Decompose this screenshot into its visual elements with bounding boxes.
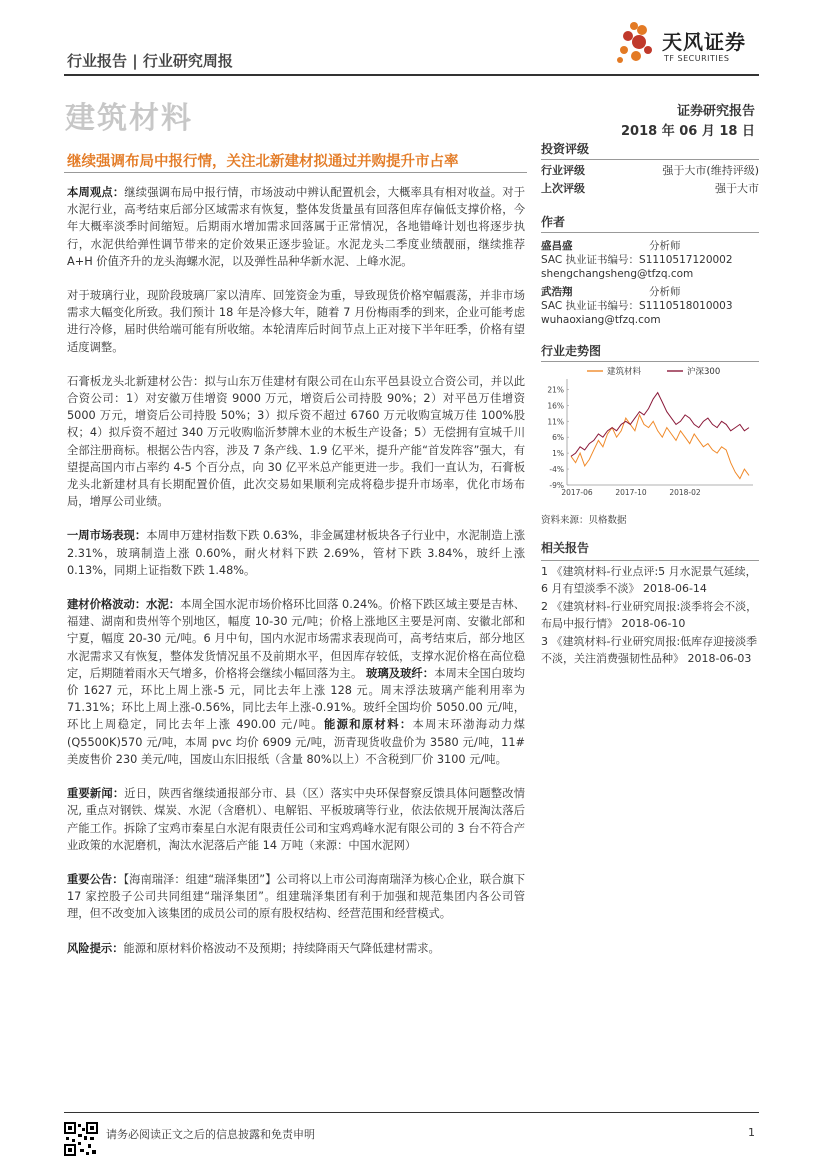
chart-source: 资料来源：贝格数据	[541, 515, 627, 526]
logo-text-en: TF SECURITIES	[664, 54, 730, 63]
logo-mark-icon	[612, 20, 660, 68]
prev-rating-value: 强于大市	[715, 182, 759, 195]
paragraph-text: 本周申万建材指数下跌 0.63%，非金属建材板块各子行业中，水泥制造上涨 2.31%，玻璃制造上涨 0.60%，耐火材料下跌 2.69%，管材下跌 3.84%，玻纤上涨 0.13%，同期上证指数下跌 1.48%。	[67, 529, 525, 577]
trend-chart-svg	[541, 363, 759, 499]
trend-chart	[541, 363, 759, 499]
related-header: 相关报告	[541, 540, 759, 561]
headline: 继续强调布局中报行情，关注北新建材拟通过并购提升市占率	[67, 154, 459, 170]
paragraph-subtitle: 玻璃及玻纤：	[366, 666, 435, 680]
paragraph-weekly-view	[67, 184, 525, 270]
header-divider	[64, 74, 759, 76]
series-line-building-materials	[571, 415, 749, 479]
headline-divider	[64, 172, 527, 173]
related-item[interactable]: 1 《建筑材料-行业点评:5 月水泥景气延续，6 月有望淡季不淡》 2018-06-14	[541, 564, 757, 595]
paragraph-news	[67, 785, 525, 854]
trend-header-box	[541, 342, 759, 362]
paragraph-text: 对于玻璃行业，现阶段玻璃厂家以清库、回笼资金为重，导致现货价格窄幅震荡，并非市场需求大幅变化所致。我们预计 18 年是冷修大年，随着 7 月份梅雨季的到来，企业可能考虑进行冷修，届时供给端可能有所收缩。本轮清库后时间节点上正对接下半年旺季，价格有望适度调整。	[67, 289, 525, 354]
footer-disclaimer: 请务必阅读正文之后的信息披露和免责申明	[106, 1128, 315, 1141]
x-tick-label: 2018-02	[669, 488, 701, 497]
legend-label: 建筑材料	[607, 367, 642, 377]
paragraph-text: 近日，陕西省继续通报部分市、县（区）落实中央环保督察反馈具体问题整改情况, 重点对钢铁、煤炭、水泥（含磨机）、电解铝、平板玻璃等行业，依法依规开展淘汰落后产能工作。拆除了宝鸡市秦星白水泥有限责任公司和宝鸡鸡峰水泥有限公司的 3 台不符合产业政策的水泥磨机，淘汰水泥落后产能 14 万吨（来源：中国水泥网）	[67, 787, 525, 852]
rating-row	[541, 162, 759, 180]
rating-value: 强于大市(维持评级)	[662, 164, 759, 177]
paragraph-title: 本周观点：	[67, 186, 125, 199]
analyst-card	[541, 285, 759, 327]
y-tick-label: 6%	[552, 433, 564, 443]
report-date: 2018 年 06 月 18 日	[621, 124, 755, 139]
y-tick-label: 11%	[547, 417, 564, 427]
analyst-name: 武浩翔	[541, 286, 573, 298]
paragraph-subtitle: 能源和原材料：	[323, 718, 413, 732]
paragraph-market	[67, 527, 525, 579]
paragraph-prices	[67, 596, 525, 768]
analyst-role: 分析师	[649, 286, 681, 298]
y-tick-label: 1%	[552, 449, 564, 459]
related-item[interactable]: 2 《建筑材料-行业研究周报:淡季将会不淡，布局中报行情》 2018-06-10	[541, 599, 758, 630]
analyst-email[interactable]: shengchangsheng@tfzq.com	[541, 268, 694, 280]
y-tick-label: -4%	[549, 465, 564, 475]
author-header: 作者	[541, 213, 759, 233]
report-type: 行业报告 | 行业研究周报	[67, 52, 233, 70]
paragraph-title: 重要公告：	[67, 872, 124, 886]
page-number: 1	[748, 1126, 755, 1139]
main-body	[67, 184, 525, 974]
qr-code-icon	[64, 1122, 98, 1156]
paragraph-text: 【海南瑞泽：组建“瑞泽集团”】公司将以上市公司海南瑞泽为核心企业，联合旗下 17 家控股子公司共同组建“瑞泽集团”。组建瑞泽集团有利于加强和规范集团内各公司管理，但不改变加入该集团的成员公司的原有股权结构、经营范围和经营模式。	[67, 872, 525, 921]
legend-label: 沪深300	[687, 367, 721, 377]
report-label: 证券研究报告	[676, 104, 755, 119]
rating-header: 投资评级	[541, 140, 759, 160]
related-item[interactable]: 3 《建筑材料-行业研究周报:低库存迎接淡季不淡，关注消费强韧性品种》 2018-06-03	[541, 634, 758, 665]
paragraph-text: 能源和原材料价格波动不及预期；持续降雨天气降低建材需求。	[123, 941, 440, 955]
sector-title: 建筑材料	[65, 101, 193, 136]
analyst-sac: SAC 执业证书编号：S1110518010003	[541, 300, 733, 312]
analyst-email[interactable]: wuhaoxiang@tfzq.com	[541, 314, 661, 326]
y-tick-label: 21%	[547, 385, 564, 395]
company-logo	[612, 18, 762, 70]
analyst-sac: SAC 执业证书编号：S1110517120002	[541, 254, 733, 266]
paragraph-glass	[67, 287, 525, 356]
paragraph-title: 风险提示：	[67, 941, 124, 955]
prev-rating-row	[541, 180, 759, 198]
paragraph-text: 本周全国水泥市场价格环比回落 0.24%。价格下跌区域主要是吉林、福建、湖南和贵州等个别地区，幅度 10-30 元/吨；价格上涨地区主要是河南、安徽北部和宁夏，幅度 20-30 元/吨。6 月中旬，国内水泥市场需求表现尚可，高考结束后，部分地区水泥需求又有恢复，整体发货情况虽不及前期水平，但因库存较低，支撑水泥价格在高位稳定，后期随着雨水天气增多，价格将会继续小幅回落为主。	[67, 598, 525, 680]
paragraph-title: 重要新闻：	[67, 787, 125, 801]
author-box	[541, 213, 759, 327]
paragraph-risk	[67, 940, 525, 957]
rating-box	[541, 140, 759, 198]
paragraph-title: 一周市场表现：	[67, 529, 147, 543]
related-box	[541, 540, 759, 668]
analyst-role: 分析师	[649, 240, 681, 252]
paragraph-gypsum	[67, 373, 525, 511]
paragraph-text: 继续强调布局中报行情，市场波动中辨认配置机会，大概率具有相对收益。对于水泥行业，高考结束后部分区域需求有恢复，整体发货量虽有回落但库存偏低支撑价格，今年大概率淡季时间缩短。后期雨水增加需求回落属于正常情况，各地错峰计划也将逐步执行，水泥供给弹性调节带来的定价效果正逐步验证。水泥龙头二季度业绩靓丽，继续推荐 A+H 价值齐升的龙头海螺水泥，以及弹性品种华新水泥、上峰水泥。	[67, 186, 525, 268]
paragraph-text: 本周末全国白玻均价 1627 元，环比上周上涨-5 元，同比去年上涨 128 元。周末浮法玻璃产能利用率为 71.31%；环比上周上涨-0.56%，同比去年上涨-0.91%。玻纤全国均价 5050.00 元/吨，环比上周稳定，同比去年上涨 490.00 元/吨。	[67, 666, 525, 732]
logo-text-cn: 天风证券	[662, 30, 746, 54]
prev-rating-label: 上次评级	[541, 182, 585, 195]
analyst-name: 盛昌盛	[541, 240, 573, 252]
y-tick-label: 16%	[547, 401, 564, 411]
paragraph-text: 石膏板龙头北新建材公告：拟与山东万佳建材有限公司在山东平邑县设立合资公司，并以此合资公司：1）对安徽万佳增资 9000 万元，增资后公司持股 90%；2）对平邑万佳增资 5000 万元，增资后公司持股 50%；3）拟斥资不超过 6760 万元收购宣城万佳 100%股权；4）拟斥资不超过 340 万元收购临沂梦牌木业的木板生产设备；5）无偿拥有宣城千川全部注册商标。根据公告内容，涉及 7 条产线、1.9 亿平米，提升产能“首发阵容”强大，有望提高国内市占率约 4-5 个百分点，向 30 亿平米总产能更进一步。我们一直认为，石膏板龙头北新建材具有长期配置价值，此次交易如果顺利完成将稳步提升市场率，优化市场布局，增厚公司业绩。	[67, 374, 525, 509]
trend-header: 行业走势图	[541, 342, 759, 362]
x-tick-label: 2017-10	[615, 488, 647, 497]
x-tick-label: 2017-06	[561, 488, 593, 497]
analyst-card	[541, 239, 759, 281]
rating-label: 行业评级	[541, 164, 585, 177]
paragraph-announcements	[67, 871, 525, 923]
paragraph-title: 建材价格波动：水泥：	[67, 598, 181, 612]
paragraph-text: 本周末环渤海动力煤(Q5500K)570 元/吨，本周 pvc 均价 6909 元/吨，沥青现货收盘价为 3580 元/吨，11#美废售价 230 美元/吨，国废山东旧报纸（含量 80%以上）不含税到厂价 3100 元/吨。	[67, 718, 525, 766]
y-tick-label: -9%	[549, 481, 564, 490]
footer-divider	[64, 1112, 759, 1113]
